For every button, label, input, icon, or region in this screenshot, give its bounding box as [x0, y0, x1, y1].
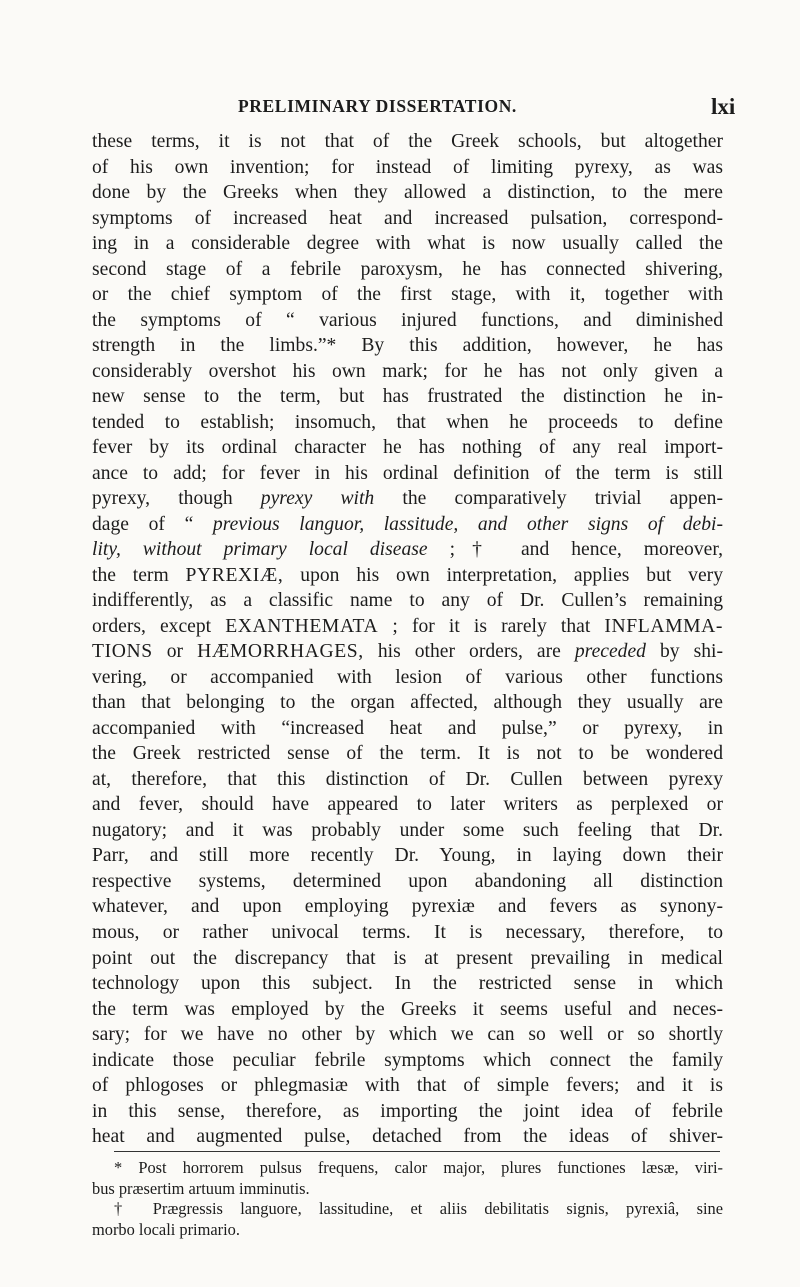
- text-line: considerably overshot his own mark; for he has not only given a: [92, 360, 723, 382]
- text-line: TIONS or HÆMORRHAGES, his other orders, are preceded by shi-: [92, 641, 724, 663]
- text-line: vering, or accompanied with lesion of various other functions: [92, 666, 723, 688]
- text-line: strength in the limbs.”* By this addition, however, he has: [92, 335, 723, 357]
- text-line: the term was employed by the Greeks it seems useful and neces-: [92, 998, 723, 1020]
- text-line: at, therefore, that this distinction of Dr. Cullen between pyrexy: [92, 768, 723, 790]
- footnote-line: * Post horrorem pulsus frequens, calor major, plures functiones læsæ, viri-: [114, 1158, 723, 1177]
- text-line: mous, or rather univocal terms. It is necessary, therefore, to: [92, 921, 723, 943]
- text-line: dage of “ previous languor, lassitude, and other signs of debi-: [92, 513, 723, 535]
- text-line: of his own invention; for instead of limiting pyrexy, as was: [92, 156, 723, 178]
- text-line: nugatory; and it was probably under some such feeling that Dr.: [92, 819, 723, 841]
- text-line: fever by its ordinal character he has nothing of any real import-: [92, 437, 723, 459]
- footnote-rule: [114, 1151, 720, 1152]
- text-line: new sense to the term, but has frustrated the distinction he in-: [92, 386, 723, 408]
- text-line: the symptoms of “ various injured functions, and diminished: [92, 309, 723, 331]
- text-line: these terms, it is not that of the Greek schools, but altogether: [92, 131, 723, 152]
- text-line: the Greek restricted sense of the term. It is not to be wondered: [92, 743, 723, 765]
- text-line: second stage of a febrile paroxysm, he has connected shivering,: [92, 258, 723, 280]
- text-line: orders, except EXANTHEMATA ; for it is rarely that INFLAMMA-: [92, 615, 723, 637]
- footnotes: [92, 1158, 723, 1240]
- text-line: ing in a considerable degree with what is now usually called the: [92, 233, 723, 255]
- text-line: sary; for we have no other by which we can so well or so shortly: [92, 1024, 723, 1046]
- text-line: accompanied with “increased heat and pulse,” or pyrexy, in: [92, 717, 723, 739]
- page-header: [0, 96, 800, 130]
- text-line: done by the Greeks when they allowed a distinction, to the mere: [92, 182, 723, 204]
- text-line: pyrexy, though pyrexy with the comparatively trivial appen-: [92, 488, 723, 510]
- page-number: lxi: [711, 94, 736, 119]
- text-line: heat and augmented pulse, detached from the ideas of shiver-: [92, 1126, 723, 1148]
- text-line: the term PYREXIÆ, upon his own interpretation, applies but very: [92, 564, 723, 586]
- text-line: point out the discrepancy that is at present prevailing in medical: [92, 947, 723, 969]
- text-line: indicate those peculiar febrile symptoms which connect the family: [92, 1049, 723, 1071]
- text-line: and fever, should have appeared to later writers as perplexed or: [92, 794, 723, 816]
- footnote-line: † Prægressis languore, lassitudine, et aliis debilitatis signis, pyrexiâ, sine: [114, 1199, 723, 1218]
- text-line: technology upon this subject. In the restricted sense in which: [92, 973, 723, 995]
- text-line: indifferently, as a classific name to any of Dr. Cullen’s remaining: [92, 590, 723, 612]
- footnote-line: morbo locali primario.: [92, 1219, 240, 1239]
- text-line: than that belonging to the organ affected, although they usually are: [92, 692, 723, 714]
- footnote-line: bus præsertim artuum imminutis.: [92, 1178, 310, 1198]
- text-line: respective systems, determined upon abandoning all distinction: [92, 870, 723, 892]
- text-line: symptoms of increased heat and increased pulsation, correspond-: [92, 207, 723, 229]
- text-line: of phlogoses or phlegmasiæ with that of simple fevers; and it is: [92, 1075, 723, 1097]
- text-line: tended to establish; insomuch, that when he proceeds to define: [92, 411, 723, 433]
- body-text: [92, 129, 723, 1150]
- running-head: PRELIMINARY DISSERTATION.: [238, 96, 517, 116]
- text-line: in this sense, therefore, as importing the joint idea of febrile: [92, 1100, 723, 1122]
- text-line: lity, without primary local disease ;† and hence, moreover,: [92, 539, 723, 561]
- text-line: ance to add; for fever in his ordinal definition of the term is still: [92, 462, 723, 484]
- text-line: whatever, and upon employing pyrexiæ and fevers as synony-: [92, 896, 723, 918]
- text-line: Parr, and still more recently Dr. Young, in laying down their: [92, 845, 723, 867]
- text-line: or the chief symptom of the first stage, with it, together with: [92, 284, 723, 306]
